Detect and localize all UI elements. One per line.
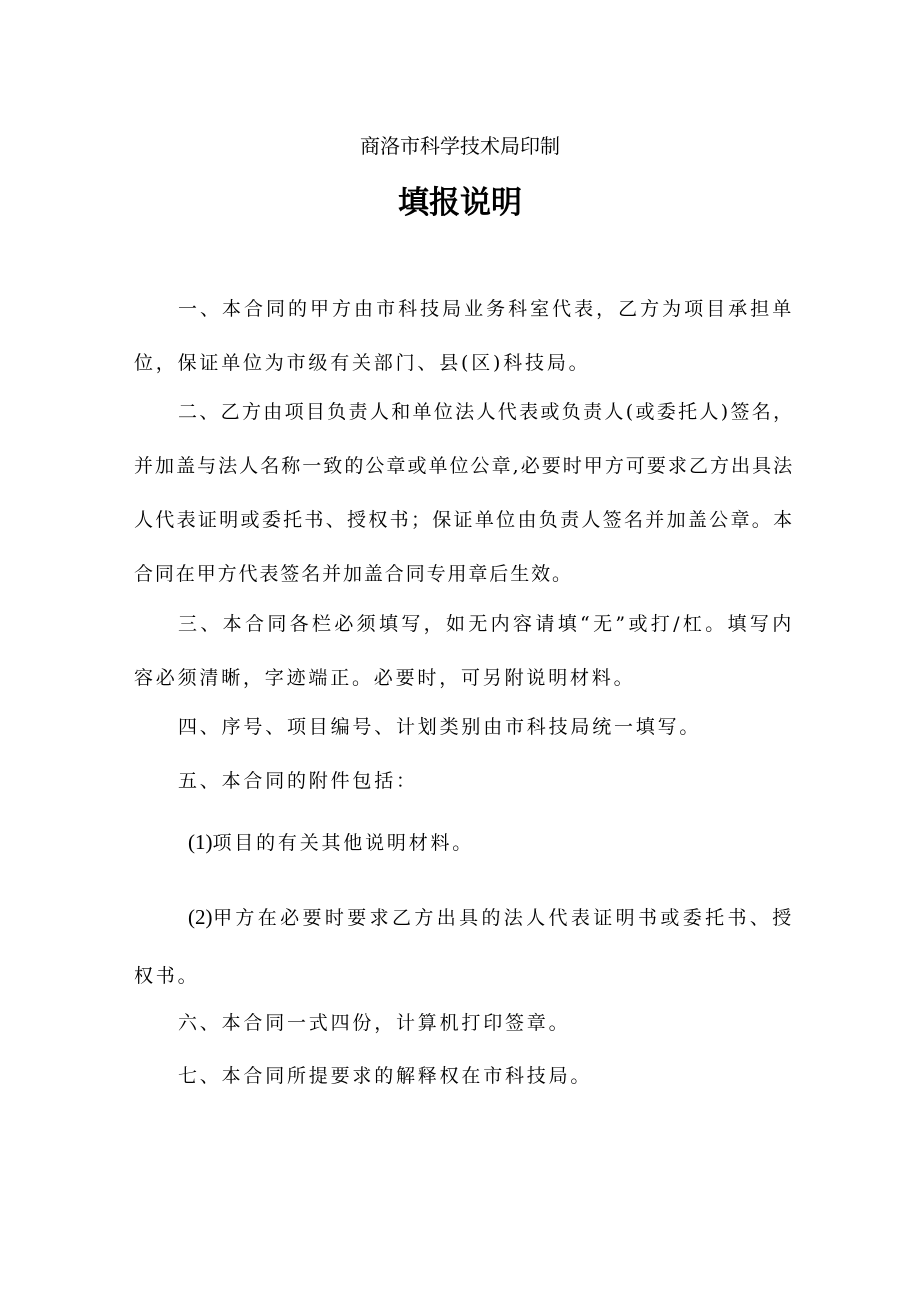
instruction-text: 六、本合同一式四份，计算机打印签章。 xyxy=(178,1012,571,1034)
attachment-item-2 xyxy=(134,888,794,1005)
instruction-item-2 xyxy=(134,385,794,601)
instruction-text: 一、本合同的甲方由市科技局业务科室代表，乙方为项目承担单位，保证单位为市级有关部门、县(区)科技局。 xyxy=(134,298,794,374)
attachment-text: 甲方在必要时要求乙方出具的法人代表证明书或委托书、授权书。 xyxy=(134,907,794,987)
instruction-item-7 xyxy=(134,1049,794,1103)
instruction-item-5 xyxy=(134,754,794,808)
instruction-text: 七、本合同所提要求的解释权在市科技局。 xyxy=(178,1065,593,1087)
instruction-text: 五、本合同的附件包括： xyxy=(178,770,418,792)
instruction-text: 二、乙方由项目负责人和单位法人代表或负责人(或委托人)签名，并加盖与法人名称一致的公章或单位公章,必要时甲方可要求乙方出具法人代表证明或委托书、授权书；保证单位由负责人签名并加盖公章。本合同在甲方代表签名并加盖合同专用章后生效。 xyxy=(134,401,794,585)
instruction-item-6 xyxy=(134,996,794,1050)
instruction-text: 三、本合同各栏必须填写，如无内容请填“无”或打/杠。填写内容必须清晰，字迹端正。必要时，可另附说明材料。 xyxy=(134,613,794,689)
instruction-item-3 xyxy=(134,597,794,705)
attachment-item-1 xyxy=(134,815,794,870)
page-title: 填报说明 xyxy=(398,185,522,221)
publisher-line: 商洛市科学技术局印制 xyxy=(360,134,560,158)
instruction-item-1 xyxy=(134,282,794,390)
instruction-item-4 xyxy=(134,700,794,754)
attachment-text: 项目的有关其他说明材料。 xyxy=(212,832,475,854)
attachment-number: (2) xyxy=(188,905,213,929)
instruction-text: 四、序号、项目编号、计划类别由市科技局统一填写。 xyxy=(178,716,702,738)
attachment-number: (1) xyxy=(188,830,213,854)
